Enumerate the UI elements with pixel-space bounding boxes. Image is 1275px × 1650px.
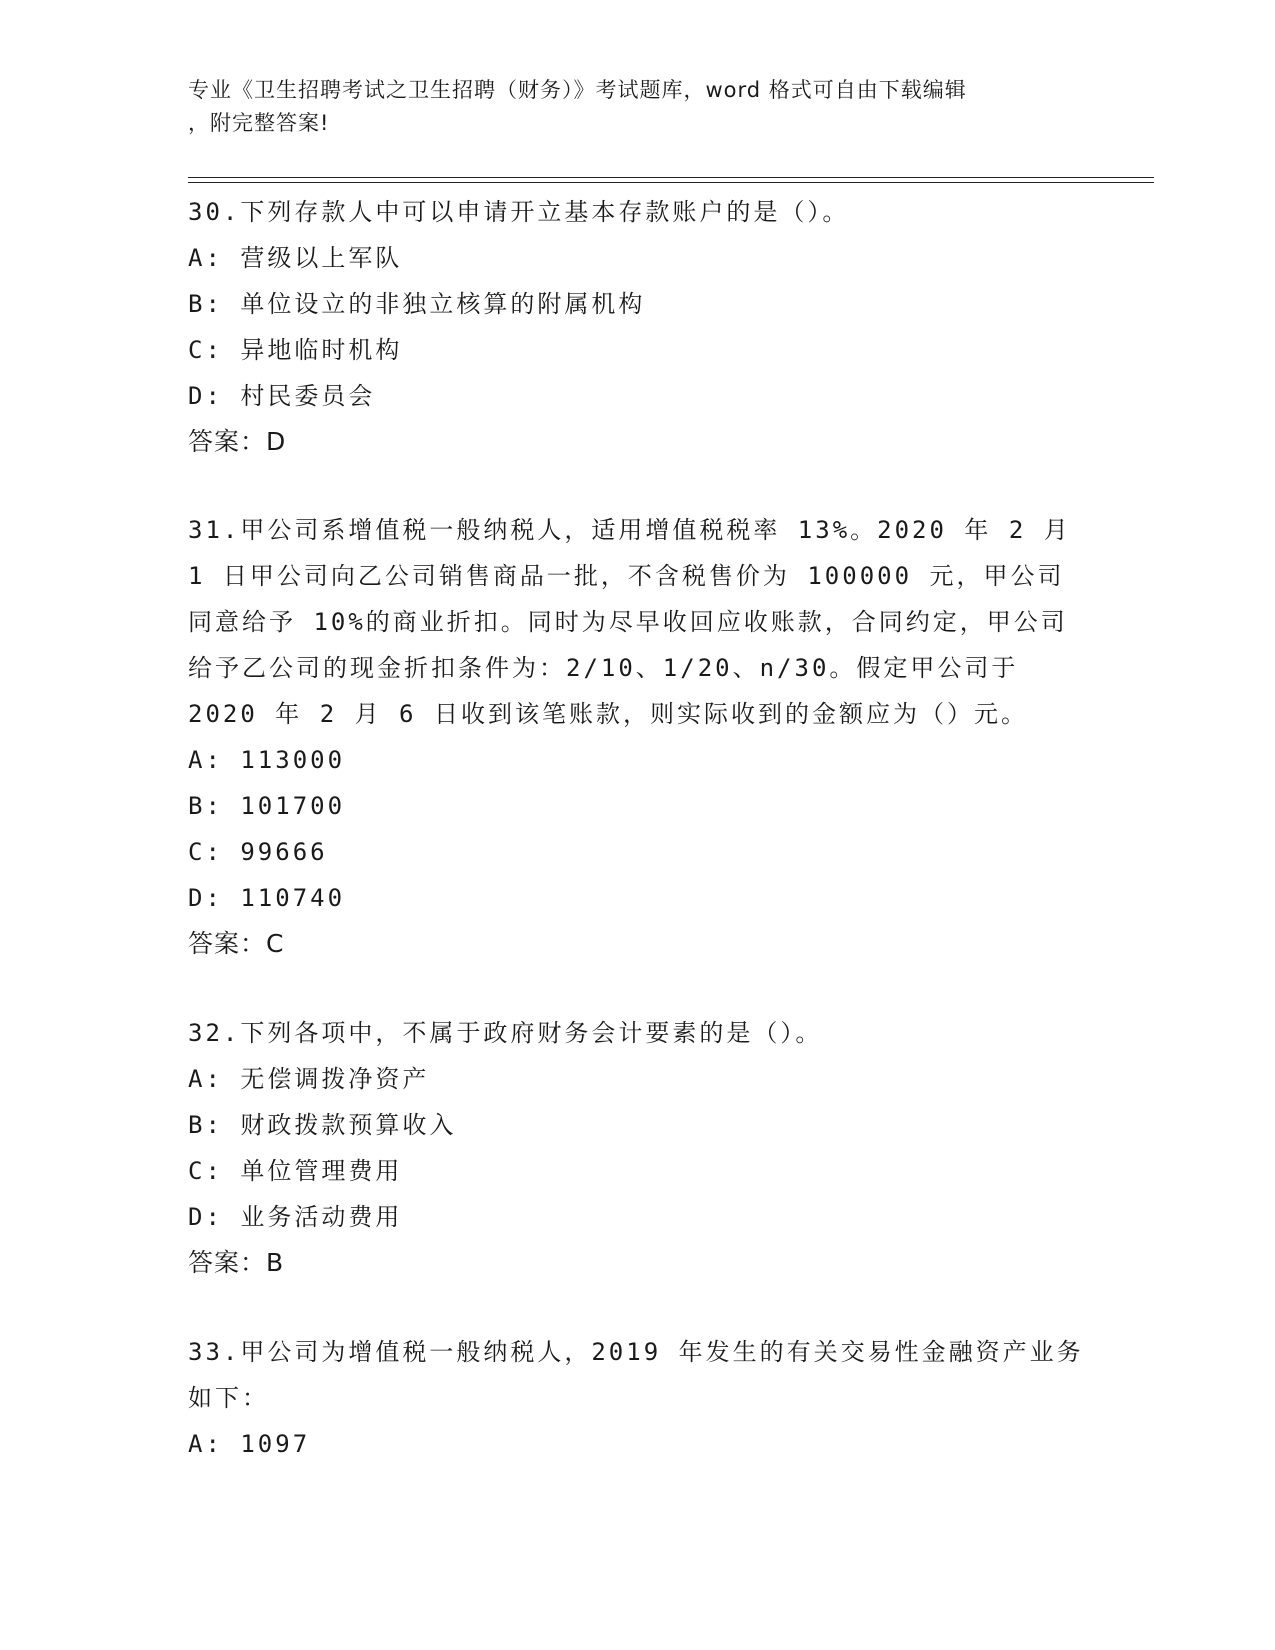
- question-30: [188, 189, 1088, 465]
- question-32: [188, 1010, 1088, 1286]
- option-d: D: 110740: [188, 884, 346, 912]
- answer: 答案：B: [188, 1248, 285, 1277]
- answer: 答案：C: [188, 929, 285, 958]
- question-31: [188, 507, 1088, 967]
- option-d: D: 业务活动费用: [188, 1203, 403, 1231]
- header-divider-bottom: [188, 182, 1154, 183]
- document-header: [188, 74, 1088, 140]
- header-line-2: ，附完整答案!: [188, 111, 330, 135]
- option-b: B: 101700: [188, 792, 346, 820]
- option-c: C: 异地临时机构: [188, 336, 403, 364]
- answer: 答案：D: [188, 427, 287, 456]
- header-line-1: 专业《卫生招聘考试之卫生招聘（财务）》考试题库，word 格式可自由下载编辑: [188, 78, 967, 102]
- option-a: A: 113000: [188, 746, 346, 774]
- option-c: C: 99666: [188, 838, 328, 866]
- question-stem: 32.下列各项中，不属于政府财务会计要素的是（）。: [188, 1019, 823, 1047]
- option-a: A: 营级以上军队: [188, 244, 403, 272]
- option-a: A: 无偿调拨净资产: [188, 1065, 430, 1093]
- option-a: A: 1097: [188, 1430, 311, 1458]
- option-b: B: 财政拨款预算收入: [188, 1111, 457, 1139]
- question-stem: 33.甲公司为增值税一般纳税人，2019 年发生的有关交易性金融资产业务如下：: [188, 1338, 1084, 1412]
- option-d: D: 村民委员会: [188, 382, 376, 410]
- option-b: B: 单位设立的非独立核算的附属机构: [188, 290, 646, 318]
- question-33: [188, 1329, 1088, 1467]
- option-c: C: 单位管理费用: [188, 1157, 403, 1185]
- header-divider-top: [188, 177, 1154, 178]
- question-stem: 31.甲公司系增值税一般纳税人，适用增值税税率 13%。2020 年 2 月 1 日甲公司向乙公司销售商品一批，不含税售价为 100000 元，甲公司同意给予 10%的商业折扣。同时为尽早收回应收账款，合同约定，甲公司给予乙公司的现金折扣条件为：2/10、1/20、n/30。假定甲公司于 2020 年 2 月 6 日收到该笔账款，则实际收到的金额应为（）元。: [188, 516, 1071, 728]
- question-stem: 30.下列存款人中可以申请开立基本存款账户的是（）。: [188, 198, 850, 226]
